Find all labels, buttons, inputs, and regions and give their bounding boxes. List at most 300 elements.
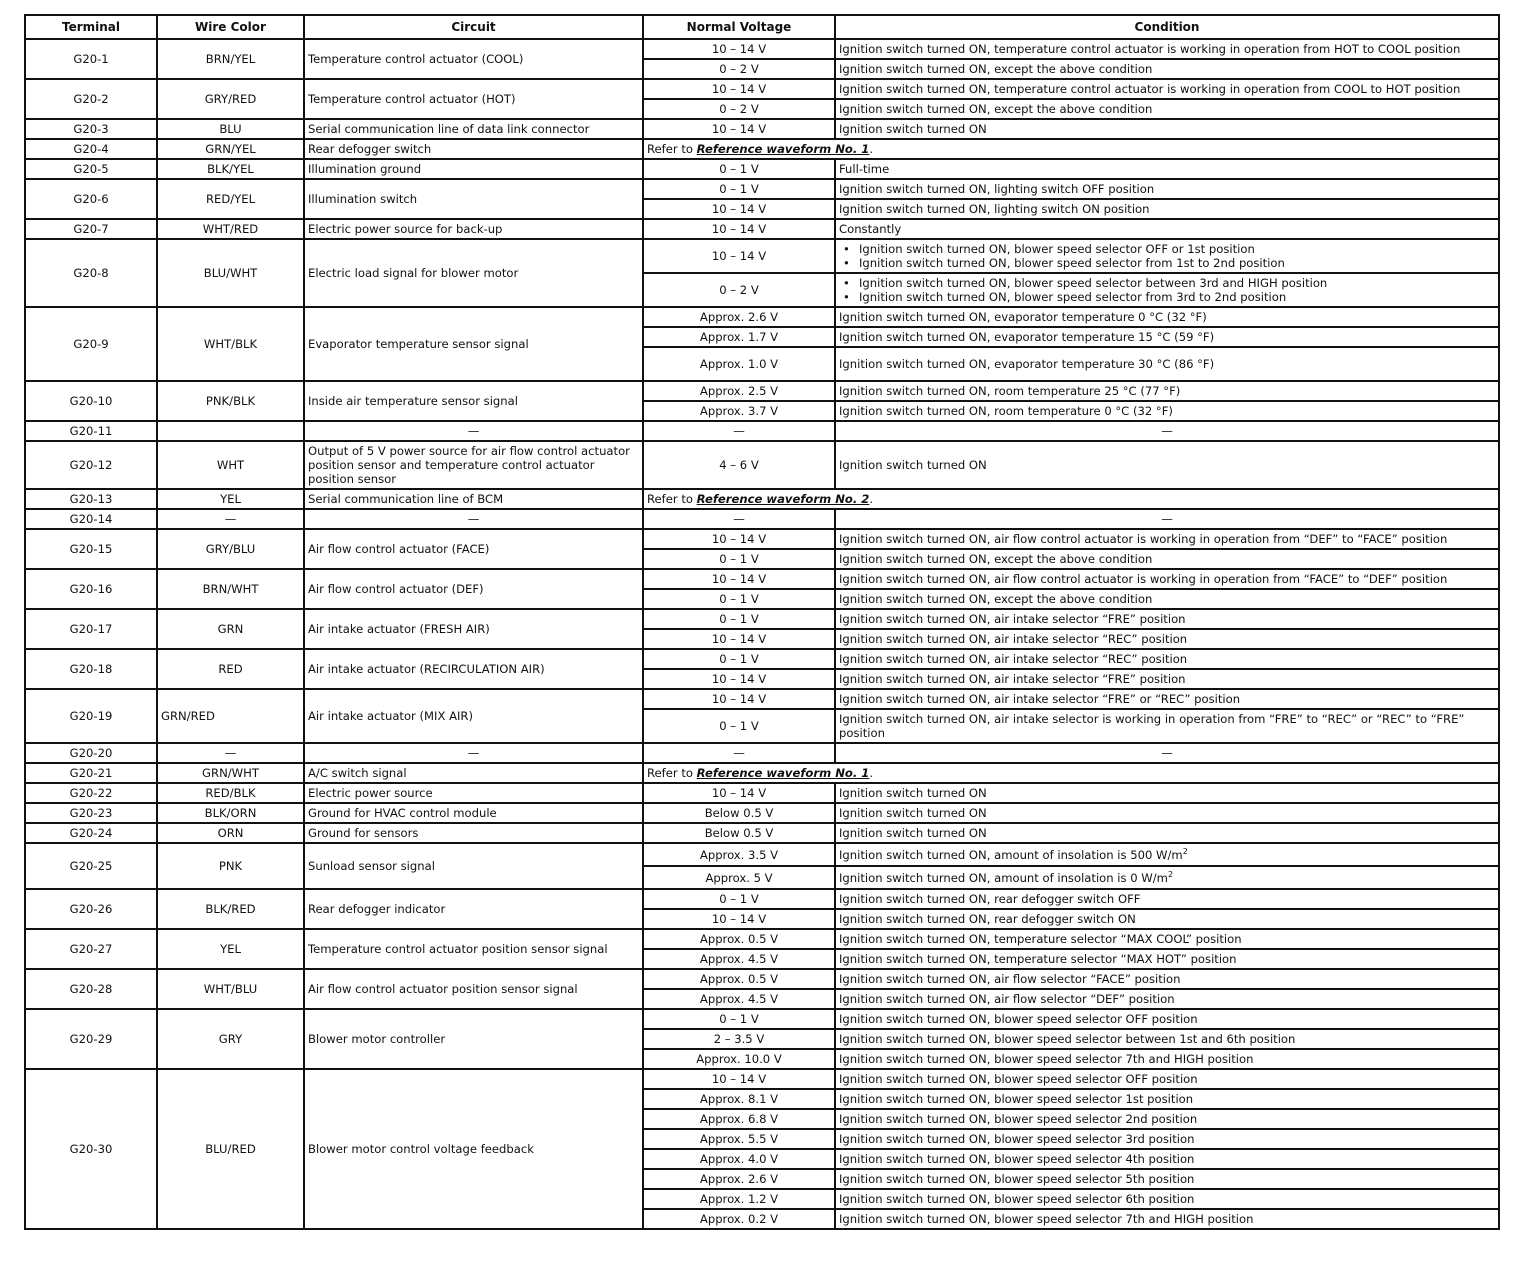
voltage-cell: 10 – 14 V (643, 669, 835, 689)
circuit-cell: Evaporator temperature sensor signal (304, 307, 643, 381)
voltage-cell: — (643, 509, 835, 529)
voltage-cell: 10 – 14 V (643, 79, 835, 99)
condition-cell (835, 327, 1499, 347)
condition-cell (835, 889, 1499, 909)
condition-cell (835, 629, 1499, 649)
condition-cell (835, 509, 1499, 529)
wire-color-cell: BLK/RED (157, 889, 304, 929)
condition-item: • Ignition switch turned ON, blower speed selector between 3rd and HIGH position (839, 276, 1495, 290)
table-row (25, 763, 1499, 783)
condition-text: Ignition switch turned ON, temperature control actuator is working in operation from COOL to HOT position (839, 82, 1461, 96)
reference-waveform-link: Reference waveform No. 1 (696, 142, 870, 156)
wire-color-cell: RED/BLK (157, 783, 304, 803)
condition-text: Ignition switch turned ON, air flow control actuator is working in operation from “DEF” to “FACE” position (839, 532, 1448, 546)
terminal-cell: G20-7 (25, 219, 157, 239)
reference-prefix: Refer to (647, 492, 697, 506)
condition-cell (835, 347, 1499, 381)
condition-text: Ignition switch turned ON, except the above condition (839, 102, 1153, 116)
reference-waveform-link: Reference waveform No. 2 (696, 492, 870, 506)
circuit-cell: Blower motor control voltage feedback (304, 1069, 643, 1229)
voltage-cell: 0 – 1 V (643, 649, 835, 669)
circuit-cell: Air flow control actuator (FACE) (304, 529, 643, 569)
circuit-cell: Air intake actuator (RECIRCULATION AIR) (304, 649, 643, 689)
voltage-cell: 10 – 14 V (643, 199, 835, 219)
condition-cell (835, 159, 1499, 179)
condition-text: Ignition switch turned ON, lighting switch ON position (839, 202, 1150, 216)
circuit-cell: Ground for HVAC control module (304, 803, 643, 823)
condition-text: Ignition switch turned ON, evaporator temperature 30 °C (86 °F) (839, 357, 1215, 371)
condition-text: Ignition switch turned ON, amount of insolation is 0 W/m (839, 870, 1168, 885)
voltage-cell: 0 – 1 V (643, 179, 835, 199)
condition-text: Ignition switch turned ON, air flow selector “FACE” position (839, 972, 1181, 986)
table-row (25, 489, 1499, 509)
circuit-cell: Temperature control actuator position sensor signal (304, 929, 643, 969)
condition-cell (835, 803, 1499, 823)
condition-cell (835, 59, 1499, 79)
condition-text: Ignition switch turned ON, blower speed selector 7th and HIGH position (839, 1052, 1254, 1066)
reference-prefix: Refer to (647, 766, 697, 780)
condition-cell (835, 1129, 1499, 1149)
condition-text: Ignition switch turned ON, air flow selector “DEF” position (839, 992, 1175, 1006)
condition-text: Ignition switch turned ON, blower speed selector OFF position (839, 1012, 1198, 1026)
wire-color-cell: BRN/YEL (157, 39, 304, 79)
wire-color-cell: WHT/BLK (157, 307, 304, 381)
condition-text: Ignition switch turned ON, lighting switch OFF position (839, 182, 1155, 196)
voltage-cell: Approx. 8.1 V (643, 1089, 835, 1109)
wire-color-cell: ORN (157, 823, 304, 843)
condition-cell (835, 1209, 1499, 1229)
terminal-cell: G20-3 (25, 119, 157, 139)
wire-color-cell: BLU/WHT (157, 239, 304, 307)
terminal-cell: G20-1 (25, 39, 157, 79)
condition-text: — (1161, 424, 1173, 438)
condition-cell (835, 743, 1499, 763)
table-row (25, 179, 1499, 199)
wire-color-cell: RED/YEL (157, 179, 304, 219)
circuit-cell: Rear defogger switch (304, 139, 643, 159)
table-row (25, 823, 1499, 843)
voltage-cell: 10 – 14 V (643, 239, 835, 273)
voltage-cell: Approx. 1.2 V (643, 1189, 835, 1209)
circuit-cell: Air intake actuator (MIX AIR) (304, 689, 643, 743)
circuit-cell: Serial communication line of data link connector (304, 119, 643, 139)
condition-text: — (1161, 746, 1173, 760)
circuit-cell: Illumination ground (304, 159, 643, 179)
condition-cell (835, 689, 1499, 709)
wire-color-cell: GRY (157, 1009, 304, 1069)
header-condition: Condition (835, 15, 1499, 39)
condition-text: Ignition switch turned ON, blower speed selector 3rd position (839, 1132, 1195, 1146)
wire-color-cell: BLK/YEL (157, 159, 304, 179)
voltage-cell: 10 – 14 V (643, 909, 835, 929)
terminal-cell: G20-11 (25, 421, 157, 441)
circuit-cell: — (304, 509, 643, 529)
table-row (25, 783, 1499, 803)
reference-waveform-link: Reference waveform No. 1 (696, 766, 870, 780)
circuit-cell: Serial communication line of BCM (304, 489, 643, 509)
table-row (25, 843, 1499, 866)
condition-cell (835, 589, 1499, 609)
condition-cell (835, 307, 1499, 327)
wire-color-cell: GRN/RED (157, 689, 304, 743)
condition-cell (835, 239, 1499, 273)
header-terminal: Terminal (25, 15, 157, 39)
condition-cell (835, 709, 1499, 743)
table-row (25, 1069, 1499, 1089)
condition-cell (835, 969, 1499, 989)
circuit-cell: Temperature control actuator (HOT) (304, 79, 643, 119)
voltage-cell: 0 – 2 V (643, 99, 835, 119)
table-row (25, 79, 1499, 99)
condition-cell (835, 381, 1499, 401)
terminal-cell: G20-8 (25, 239, 157, 307)
reference-cell (643, 139, 1499, 159)
condition-cell (835, 909, 1499, 929)
voltage-cell: 0 – 2 V (643, 59, 835, 79)
condition-cell (835, 549, 1499, 569)
wire-color-cell (157, 421, 304, 441)
voltage-cell: 2 – 3.5 V (643, 1029, 835, 1049)
condition-text: Ignition switch turned ON, blower speed selector OFF position (839, 1072, 1198, 1086)
terminal-cell: G20-6 (25, 179, 157, 219)
reference-suffix: . (869, 766, 874, 780)
condition-cell (835, 949, 1499, 969)
table-row (25, 139, 1499, 159)
condition-text: Ignition switch turned ON (839, 826, 987, 840)
reference-suffix: . (869, 492, 874, 506)
condition-text: Ignition switch turned ON, air intake selector “FRE” position (839, 672, 1186, 686)
condition-cell (835, 179, 1499, 199)
condition-text: Ignition switch turned ON (839, 806, 987, 820)
circuit-cell: Inside air temperature sensor signal (304, 381, 643, 421)
voltage-cell: Below 0.5 V (643, 823, 835, 843)
condition-cell (835, 529, 1499, 549)
condition-text: Ignition switch turned ON, evaporator temperature 0 °C (32 °F) (839, 310, 1207, 324)
unit-superscript: 2 (1167, 869, 1174, 879)
circuit-cell: Output of 5 V power source for air flow control actuator position sensor and temperature control actuator position sensor (304, 441, 643, 489)
condition-cell (835, 929, 1499, 949)
condition-text: Ignition switch turned ON, temperature control actuator is working in operation from HOT to COOL position (839, 42, 1461, 56)
table-row (25, 569, 1499, 589)
terminal-cell: G20-25 (25, 843, 157, 889)
wire-color-cell: BLU/RED (157, 1069, 304, 1229)
condition-text: Constantly (839, 222, 902, 236)
voltage-cell: 0 – 1 V (643, 549, 835, 569)
condition-text: Ignition switch turned ON, rear defogger switch ON (839, 912, 1136, 926)
voltage-cell: Approx. 4.5 V (643, 949, 835, 969)
condition-cell (835, 1049, 1499, 1069)
condition-text: Ignition switch turned ON, temperature selector “MAX HOT” position (839, 952, 1237, 966)
condition-text: Ignition switch turned ON (839, 786, 987, 800)
condition-cell (835, 866, 1499, 889)
wire-color-cell: YEL (157, 929, 304, 969)
condition-cell (835, 79, 1499, 99)
circuit-cell: Illumination switch (304, 179, 643, 219)
wire-color-cell: BLU (157, 119, 304, 139)
condition-text: Ignition switch turned ON, blower speed selector 5th position (839, 1172, 1195, 1186)
condition-cell (835, 421, 1499, 441)
wire-color-cell: GRN (157, 609, 304, 649)
voltage-cell: 10 – 14 V (643, 783, 835, 803)
wire-color-cell: WHT/BLU (157, 969, 304, 1009)
voltage-cell: Approx. 5.5 V (643, 1129, 835, 1149)
condition-item: • Ignition switch turned ON, blower speed selector from 1st to 2nd position (839, 256, 1495, 270)
terminal-cell: G20-26 (25, 889, 157, 929)
condition-text: Ignition switch turned ON, air intake selector “REC” position (839, 652, 1188, 666)
table-row (25, 609, 1499, 629)
voltage-cell: Approx. 10.0 V (643, 1049, 835, 1069)
terminal-cell: G20-22 (25, 783, 157, 803)
voltage-cell: 0 – 1 V (643, 589, 835, 609)
condition-list (839, 242, 1495, 270)
table-row (25, 39, 1499, 59)
table-row (25, 239, 1499, 273)
condition-cell (835, 1169, 1499, 1189)
terminal-cell: G20-30 (25, 1069, 157, 1229)
condition-text: Ignition switch turned ON, air intake selector “FRE” position (839, 612, 1186, 626)
condition-cell (835, 649, 1499, 669)
condition-cell (835, 1189, 1499, 1209)
voltage-cell: 0 – 1 V (643, 159, 835, 179)
circuit-cell: Electric power source (304, 783, 643, 803)
condition-cell (835, 669, 1499, 689)
voltage-cell: Approx. 5 V (643, 866, 835, 889)
wire-color-cell: PNK/BLK (157, 381, 304, 421)
circuit-cell: Ground for sensors (304, 823, 643, 843)
voltage-cell: 10 – 14 V (643, 569, 835, 589)
terminal-cell: G20-17 (25, 609, 157, 649)
condition-text: Ignition switch turned ON, room temperature 0 °C (32 °F) (839, 404, 1173, 418)
wire-color-cell: GRN/WHT (157, 763, 304, 783)
terminal-cell: G20-24 (25, 823, 157, 843)
terminal-cell: G20-12 (25, 441, 157, 489)
circuit-cell: Electric load signal for blower motor (304, 239, 643, 307)
terminal-cell: G20-23 (25, 803, 157, 823)
condition-cell (835, 273, 1499, 307)
condition-cell (835, 199, 1499, 219)
condition-text: Ignition switch turned ON, room temperature 25 °C (77 °F) (839, 384, 1181, 398)
wire-color-cell: WHT/RED (157, 219, 304, 239)
table-row (25, 441, 1499, 489)
condition-text: Ignition switch turned ON, blower speed selector between 1st and 6th position (839, 1032, 1296, 1046)
voltage-cell: Approx. 2.6 V (643, 307, 835, 327)
terminal-cell: G20-16 (25, 569, 157, 609)
circuit-cell: Blower motor controller (304, 1009, 643, 1069)
terminal-cell: G20-5 (25, 159, 157, 179)
wire-color-cell: PNK (157, 843, 304, 889)
condition-cell (835, 1069, 1499, 1089)
condition-text: Ignition switch turned ON, blower speed selector 1st position (839, 1092, 1194, 1106)
condition-cell (835, 39, 1499, 59)
voltage-cell: Approx. 0.2 V (643, 1209, 835, 1229)
terminal-cell: G20-4 (25, 139, 157, 159)
unit-superscript: 2 (1182, 846, 1188, 856)
terminal-cell: G20-13 (25, 489, 157, 509)
condition-text: Ignition switch turned ON, except the above condition (839, 592, 1153, 606)
condition-cell (835, 401, 1499, 421)
header-wire-color: Wire Color (157, 15, 304, 39)
header-normal-voltage: Normal Voltage (643, 15, 835, 39)
voltage-cell: 4 – 6 V (643, 441, 835, 489)
terminal-cell: G20-14 (25, 509, 157, 529)
terminal-cell: G20-21 (25, 763, 157, 783)
terminal-cell: G20-19 (25, 689, 157, 743)
condition-cell (835, 569, 1499, 589)
wire-color-cell: GRY/RED (157, 79, 304, 119)
terminal-cell: G20-28 (25, 969, 157, 1009)
wire-color-cell: BLK/ORN (157, 803, 304, 823)
table-row (25, 219, 1499, 239)
voltage-cell: 10 – 14 V (643, 39, 835, 59)
header-circuit: Circuit (304, 15, 643, 39)
condition-text: Ignition switch turned ON, air intake selector “FRE” or “REC” position (839, 692, 1241, 706)
voltage-cell: Approx. 6.8 V (643, 1109, 835, 1129)
terminal-voltage-sheet (24, 14, 1498, 1230)
table-row (25, 1009, 1499, 1029)
condition-text: Ignition switch turned ON, blower speed selector 2nd position (839, 1112, 1198, 1126)
voltage-cell: 10 – 14 V (643, 1069, 835, 1089)
table-row (25, 529, 1499, 549)
terminal-cell: G20-29 (25, 1009, 157, 1069)
condition-text: Full-time (839, 162, 890, 176)
condition-text: Ignition switch turned ON, blower speed selector 7th and HIGH position (839, 1212, 1254, 1226)
condition-cell (835, 823, 1499, 843)
condition-text: Ignition switch turned ON, blower speed selector 4th position (839, 1152, 1195, 1166)
wire-color-cell: GRY/BLU (157, 529, 304, 569)
condition-text: Ignition switch turned ON (839, 122, 987, 136)
wire-color-cell: WHT (157, 441, 304, 489)
table-row (25, 929, 1499, 949)
condition-text: Ignition switch turned ON, except the above condition (839, 552, 1153, 566)
condition-cell (835, 119, 1499, 139)
condition-text: Ignition switch turned ON, blower speed selector 6th position (839, 1192, 1195, 1206)
terminal-cell: G20-9 (25, 307, 157, 381)
condition-text: Ignition switch turned ON (839, 458, 987, 472)
wire-color-cell: — (157, 743, 304, 763)
condition-cell (835, 1089, 1499, 1109)
voltage-cell: Approx. 2.5 V (643, 381, 835, 401)
reference-suffix: . (869, 142, 874, 156)
condition-text: Ignition switch turned ON, amount of insolation is 500 W/m (839, 847, 1183, 862)
voltage-cell: Approx. 0.5 V (643, 929, 835, 949)
condition-cell (835, 99, 1499, 119)
terminal-cell: G20-15 (25, 529, 157, 569)
voltage-cell: 0 – 1 V (643, 889, 835, 909)
condition-cell (835, 1109, 1499, 1129)
voltage-cell: 10 – 14 V (643, 689, 835, 709)
circuit-cell: Temperature control actuator (COOL) (304, 39, 643, 79)
wire-color-cell: RED (157, 649, 304, 689)
voltage-cell: 10 – 14 V (643, 219, 835, 239)
voltage-cell: Approx. 3.5 V (643, 843, 835, 866)
table-row (25, 803, 1499, 823)
voltage-cell: 0 – 1 V (643, 1009, 835, 1029)
condition-text: — (1161, 512, 1173, 526)
voltage-cell: 0 – 1 V (643, 609, 835, 629)
circuit-cell: — (304, 743, 643, 763)
voltage-cell: Approx. 3.7 V (643, 401, 835, 421)
condition-cell (835, 441, 1499, 489)
condition-text: Ignition switch turned ON, air intake selector is working in operation from “FRE” to “REC” or “REC” to “FRE” position (839, 712, 1465, 740)
condition-cell (835, 1009, 1499, 1029)
voltage-cell: — (643, 743, 835, 763)
voltage-cell: 10 – 14 V (643, 119, 835, 139)
condition-text: Ignition switch turned ON, rear defogger switch OFF (839, 892, 1141, 906)
condition-cell (835, 989, 1499, 1009)
table-row (25, 159, 1499, 179)
voltage-cell: 10 – 14 V (643, 629, 835, 649)
wire-color-cell: YEL (157, 489, 304, 509)
condition-cell (835, 1029, 1499, 1049)
voltage-cell: 0 – 1 V (643, 709, 835, 743)
table-row (25, 969, 1499, 989)
voltage-cell: Approx. 4.5 V (643, 989, 835, 1009)
condition-cell (835, 843, 1499, 866)
table-row (25, 509, 1499, 529)
voltage-cell: 0 – 2 V (643, 273, 835, 307)
terminal-cell: G20-20 (25, 743, 157, 763)
terminal-table (24, 14, 1500, 1230)
condition-text: Ignition switch turned ON, air intake selector “REC” position (839, 632, 1188, 646)
condition-cell (835, 609, 1499, 629)
circuit-cell: — (304, 421, 643, 441)
voltage-cell: 10 – 14 V (643, 529, 835, 549)
voltage-cell: Approx. 4.0 V (643, 1149, 835, 1169)
condition-item: • Ignition switch turned ON, blower speed selector from 3rd to 2nd position (839, 290, 1495, 304)
circuit-cell: Air intake actuator (FRESH AIR) (304, 609, 643, 649)
wire-color-cell: BRN/WHT (157, 569, 304, 609)
circuit-cell: A/C switch signal (304, 763, 643, 783)
circuit-cell: Electric power source for back-up (304, 219, 643, 239)
reference-prefix: Refer to (647, 142, 697, 156)
voltage-cell: Approx. 0.5 V (643, 969, 835, 989)
circuit-cell: Air flow control actuator (DEF) (304, 569, 643, 609)
table-body (25, 39, 1499, 1229)
header-row (25, 15, 1499, 39)
table-row (25, 307, 1499, 327)
table-row (25, 649, 1499, 669)
terminal-cell: G20-18 (25, 649, 157, 689)
reference-cell (643, 489, 1499, 509)
table-row (25, 381, 1499, 401)
condition-item: • Ignition switch turned ON, blower speed selector OFF or 1st position (839, 242, 1495, 256)
condition-text: Ignition switch turned ON, temperature selector “MAX COOL” position (839, 932, 1242, 946)
voltage-cell: Below 0.5 V (643, 803, 835, 823)
terminal-cell: G20-10 (25, 381, 157, 421)
table-row (25, 889, 1499, 909)
wire-color-cell: — (157, 509, 304, 529)
circuit-cell: Rear defogger indicator (304, 889, 643, 929)
voltage-cell: Approx. 1.0 V (643, 347, 835, 381)
reference-cell (643, 763, 1499, 783)
condition-text: Ignition switch turned ON, except the above condition (839, 62, 1153, 76)
condition-cell (835, 783, 1499, 803)
terminal-cell: G20-27 (25, 929, 157, 969)
condition-text: Ignition switch turned ON, evaporator temperature 15 °C (59 °F) (839, 330, 1215, 344)
voltage-cell: Approx. 2.6 V (643, 1169, 835, 1189)
condition-list (839, 276, 1495, 304)
voltage-cell: Approx. 1.7 V (643, 327, 835, 347)
table-row (25, 743, 1499, 763)
condition-cell (835, 219, 1499, 239)
table-row (25, 421, 1499, 441)
table-row (25, 119, 1499, 139)
terminal-cell: G20-2 (25, 79, 157, 119)
table-row (25, 689, 1499, 709)
condition-cell (835, 1149, 1499, 1169)
voltage-cell: — (643, 421, 835, 441)
wire-color-cell: GRN/YEL (157, 139, 304, 159)
